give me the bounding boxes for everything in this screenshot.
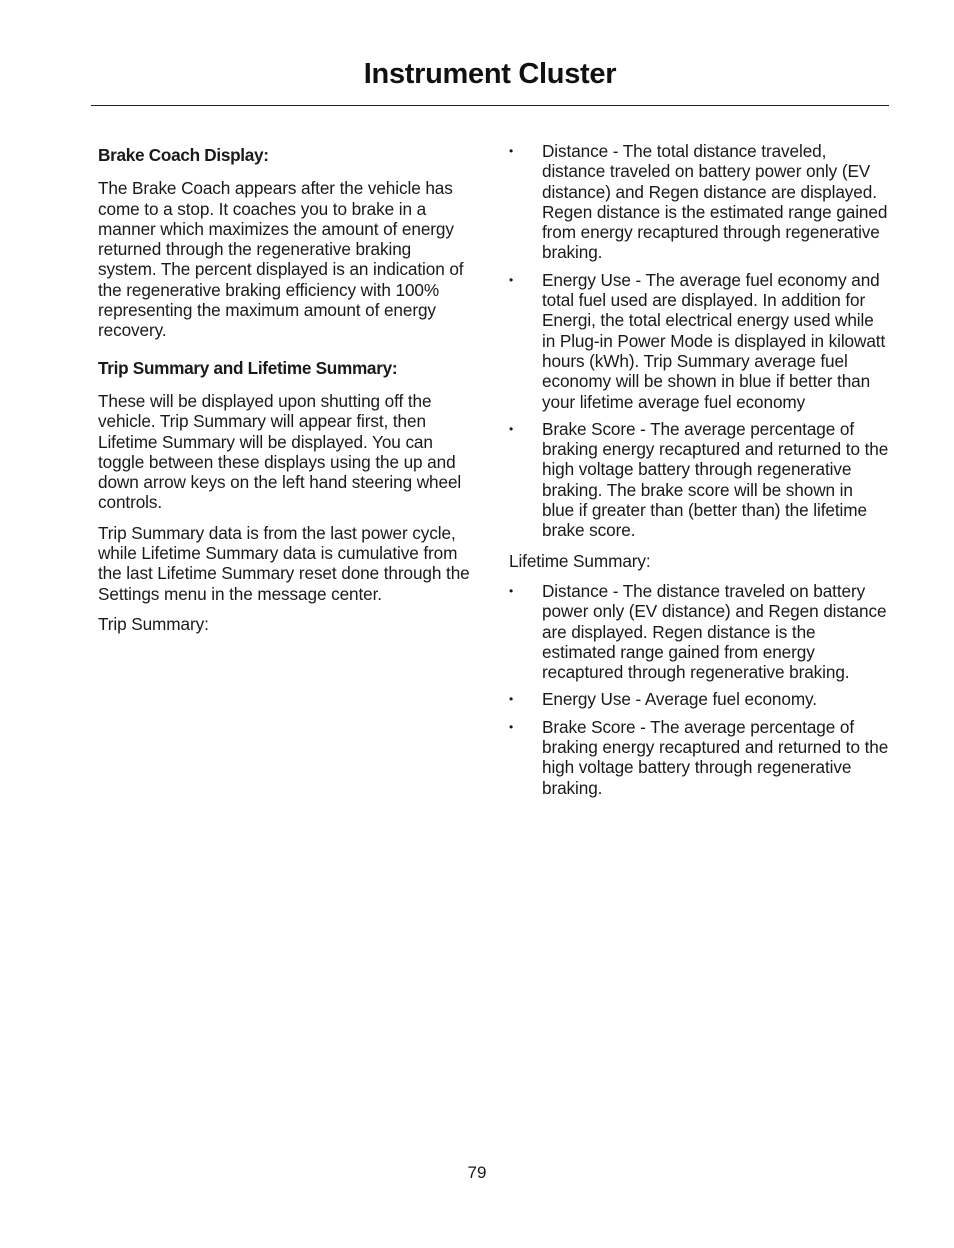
bullet-icon: • [509,583,514,598]
list-item-text: Distance - The total distance traveled, distance traveled on battery power only (EV distance) and Regen distance are displayed. Regen distance is the estimated range gained from energy recaptured through regenerative braking. [542,141,888,263]
bullet-icon: • [509,692,514,707]
summary-heading: Trip Summary and Lifetime Summary: [98,357,398,378]
page-number: 79 [467,1163,487,1182]
list-item [509,270,889,412]
trip-summary-list [509,141,889,541]
list-item [509,689,889,709]
summary-paragraph-1: These will be displayed upon shutting off the vehicle. Trip Summary will appear first, then Lifetime Summary will be displayed. You can toggle between these displays using the up and down arrow keys on the left hand steering wheel controls. [98,390,462,513]
list-item-text: Distance - The distance traveled on battery power only (EV distance) and Regen distance are displayed. Regen distance is the estimated range gained from energy recaptured through regenerative braking. [542,580,887,683]
list-item-text: Energy Use - Average fuel economy. [542,689,817,710]
bullet-icon: • [509,719,514,734]
bullet-icon: • [509,272,514,287]
list-item [509,141,889,263]
bullet-icon: • [509,421,514,436]
list-item [509,419,889,541]
summary-paragraph-2: Trip Summary data is from the last power cycle, while Lifetime Summary data is cumulative from the last Lifetime Summary reset done through the Settings menu in the message center. [98,522,470,604]
page-title: Instrument Cluster [363,58,617,90]
title-divider [91,105,889,106]
lifetime-summary-label: Lifetime Summary: [509,550,651,571]
trip-summary-label: Trip Summary: [98,613,209,634]
bullet-icon: • [509,144,514,158]
brake-coach-paragraph: The Brake Coach appears after the vehicle has come to a stop. It coaches you to brake in a manner which maximizes the amount of energy returned through the regenerative braking system. The percent displayed is an indication of the regenerative braking efficiency with 100% representing the maximum amount of energy recovery. [98,178,464,341]
list-item [509,717,889,798]
list-item [509,581,889,682]
left-column [98,141,474,644]
list-item-text: Brake Score - The average percentage of braking energy recaptured and returned to the high voltage battery through regenerative braking. [542,716,889,798]
lifetime-summary-list [509,581,889,798]
brake-coach-heading: Brake Coach Display: [98,145,269,165]
list-item-text: Brake Score - The average percentage of braking energy recaptured and returned to the high voltage battery through regenerative braking. The brake score will be shown in blue if greater than (better than) the lifetime brake score. [542,418,889,541]
right-column [509,141,889,808]
list-item-text: Energy Use - The average fuel economy and total fuel used are displayed. In addition for Energi, the total electrical energy used while in Plug-in Power Mode is displayed in kilowatt hours (kWh). Trip Summary average fuel economy will be shown in blue if better than your lifetime average fuel economy [542,269,886,412]
